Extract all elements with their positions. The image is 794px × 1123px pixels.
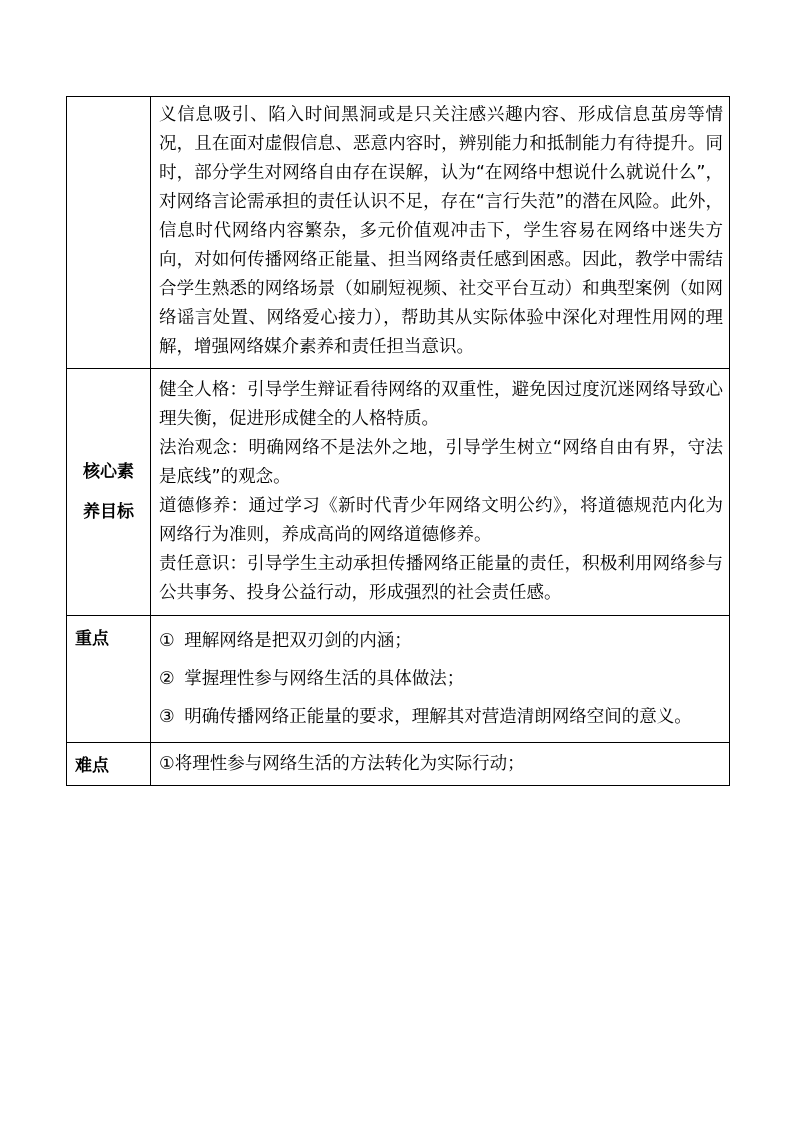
difficulties-row <box>67 743 730 786</box>
key-point-number: ② <box>159 669 175 689</box>
core-literacy-label-line2: 养目标 <box>83 502 134 522</box>
key-point-text: 理解网络是把双刃剑的内涵； <box>184 631 412 651</box>
student-analysis-text: 义信息吸引、陷入时间黑洞或是只关注感兴趣内容、形成信息茧房等情况，且在面对虚假信息、恶意内容时，辨别能力和抵制能力有待提升。同时，部分学生对网络自由存在误解，认为“在网络中想说什么就说什么”，对网络言论需承担的责任认识不足，存在“言行失范”的潜在风险。此外，信息时代网络内容繁杂，多元价值观冲击下，学生容易在网络中迷失方向，对如何传播网络正能量、担当网络责任感到困惑。因此，教学中需结合学生熟悉的网络场景（如刷短视频、社交平台互动）和典型案例（如网络谣言处置、网络爱心接力），帮助其从实际体验中深化对理性用网的理解，增强网络媒介素养和责任担当意识。 <box>159 105 723 357</box>
core-literacy-label-cell <box>67 369 151 616</box>
difficulty-item: ①将理性参与网络生活的方法转化为实际行动； <box>159 754 525 774</box>
key-point-number: ③ <box>159 707 175 727</box>
lesson-plan-table <box>66 96 730 786</box>
difficulties-label: 难点 <box>67 743 151 786</box>
core-literacy-item: 道德修养：通过学习《新时代青少年网络文明公约》，将道德规范内化为网络行为准则，养成高尚的网络道德修养。 <box>159 496 723 545</box>
key-point-item <box>159 660 723 698</box>
student-analysis-label-cell <box>67 97 151 369</box>
key-point-number: ① <box>159 631 175 651</box>
core-literacy-item: 法治观念：明确网络不是法外之地，引导学生树立“网络自由有界，守法是底线”的观念。 <box>159 438 723 487</box>
student-analysis-content-cell <box>151 97 730 369</box>
difficulties-content-cell <box>151 743 730 786</box>
key-point-text: 掌握理性参与网络生活的具体做法； <box>184 669 465 689</box>
key-point-text: 明确传播网络正能量的要求，理解其对营造清朗网络空间的意义。 <box>184 707 692 727</box>
key-points-content-cell <box>151 616 730 743</box>
key-point-item <box>159 622 723 660</box>
student-analysis-row <box>67 97 730 369</box>
core-literacy-item: 责任意识：引导学生主动承担传播网络正能量的责任，积极利用网络参与公共事务、投身公益行动，形成强烈的社会责任感。 <box>159 554 723 603</box>
core-literacy-item: 健全人格：引导学生辩证看待网络的双重性，避免因过度沉迷网络导致心理失衡，促进形成健全的人格特质。 <box>159 380 723 429</box>
core-literacy-content-cell <box>151 369 730 616</box>
key-point-item <box>159 698 723 736</box>
core-literacy-label-line1: 核心素 <box>83 462 134 482</box>
key-points-label: 重点 <box>67 616 151 743</box>
key-points-row <box>67 616 730 743</box>
core-literacy-row <box>67 369 730 616</box>
